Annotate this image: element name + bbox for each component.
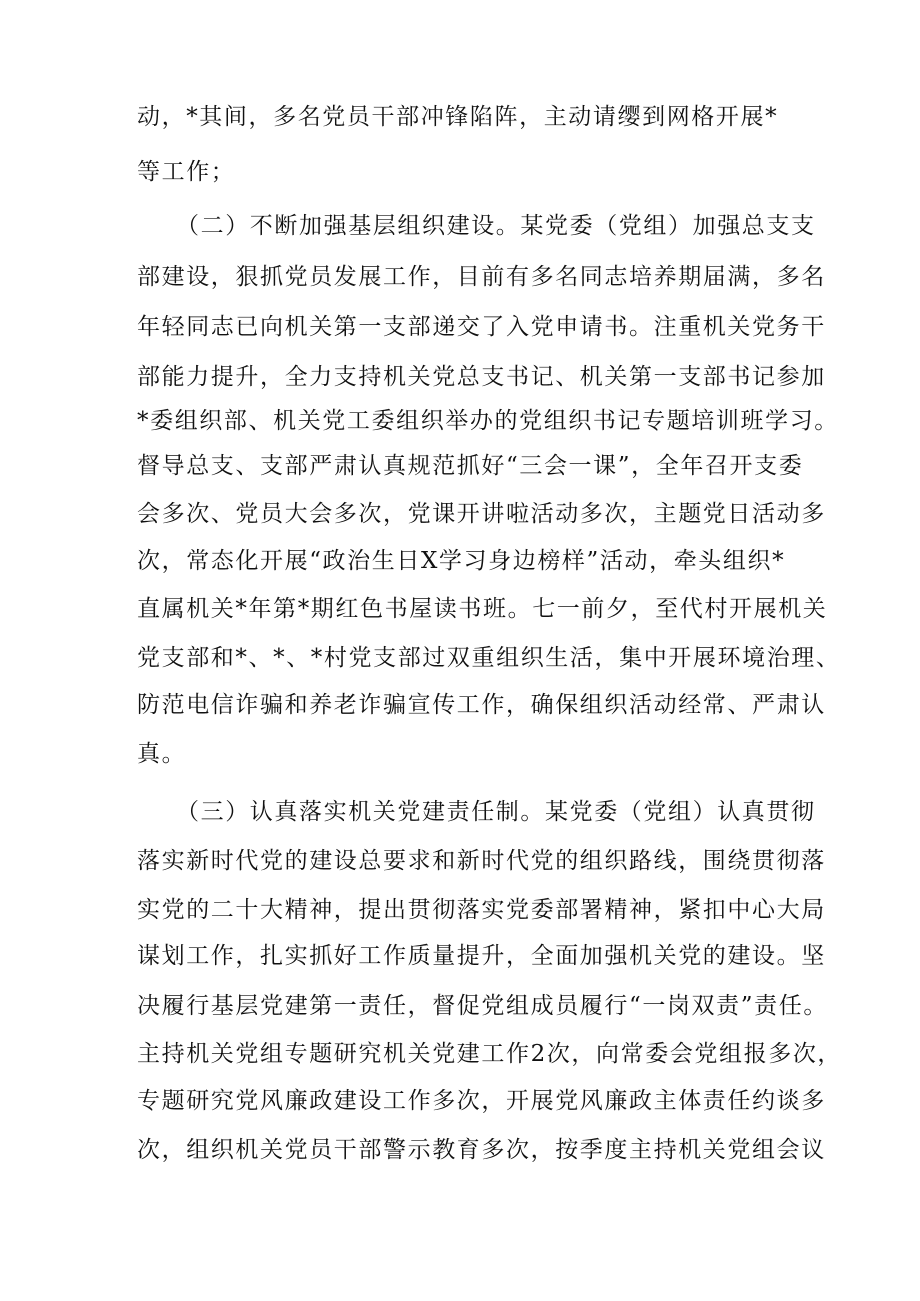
text-line: 实党的二十大精神，提出贯彻落实党委部署精神，紧扣中心大局 [137, 897, 826, 923]
text-line: 部能力提升，全力支持机关党总支书记、机关第一支部书记参加 [137, 364, 826, 390]
text-line: 直属机关*年第*期红色书屋读书班。七一前夕，至代村开展机关 [137, 596, 828, 622]
text-line: 动，*其间，多名党员干部冲锋陷阵，主动请缨到网格开展* [137, 104, 779, 130]
text-line: 等工作； [137, 159, 236, 185]
text-line: 会多次、党员大会多次，党课开讲啦活动多次，主题党日活动多 [137, 501, 826, 527]
text-line: 决履行基层党建第一责任，督促党组成员履行“一岗双责”责任。 [137, 993, 828, 1019]
text-line: 次，常态化开展“政治生日X学习身边榜样”活动，牵头组织* [137, 548, 786, 574]
text-line: 谋划工作，扎实抓好工作质量提升，全面加强机关党的建设。坚 [137, 943, 826, 969]
text-line: 专题研究党风廉政建设工作多次，开展党风廉政主体责任约谈多 [137, 1088, 826, 1114]
section-heading-3: （三）认真落实机关党建责任制。某党委（党组）认真贯彻 [176, 799, 816, 825]
text-line: 防范电信诈骗和养老诈骗宣传工作，确保组织活动经常、严肃认 [137, 692, 826, 718]
text-line: 落实新时代党的建设总要求和新时代党的组织路线，围绕贯彻落 [137, 848, 826, 874]
text-line: 年轻同志已向机关第一支部递交了入党申请书。注重机关党务干 [137, 314, 826, 340]
text-line: 主持机关党组专题研究机关党建工作2次，向常委会党组报多次， [137, 1041, 843, 1067]
text-line: *委组织部、机关党工委组织举办的党组织书记专题培训班学习。 [137, 408, 839, 434]
text-line: 次，组织机关党员干部警示教育多次，按季度主持机关党组会议 [137, 1137, 826, 1163]
section-heading-2: （二）不断加强基层组织建设。某党委（党组）加强总支支 [176, 213, 816, 239]
text-line: 督导总支、支部严肃认真规范抓好“三会一课”，全年召开支委 [137, 453, 804, 479]
text-line: 党支部和*、*、*村党支部过双重组织生活，集中开展环境治理、 [137, 645, 841, 671]
text-line: 真。 [137, 741, 187, 767]
text-line: 部建设，狠抓党员发展工作，目前有多名同志培养期届满，多名 [137, 264, 826, 290]
